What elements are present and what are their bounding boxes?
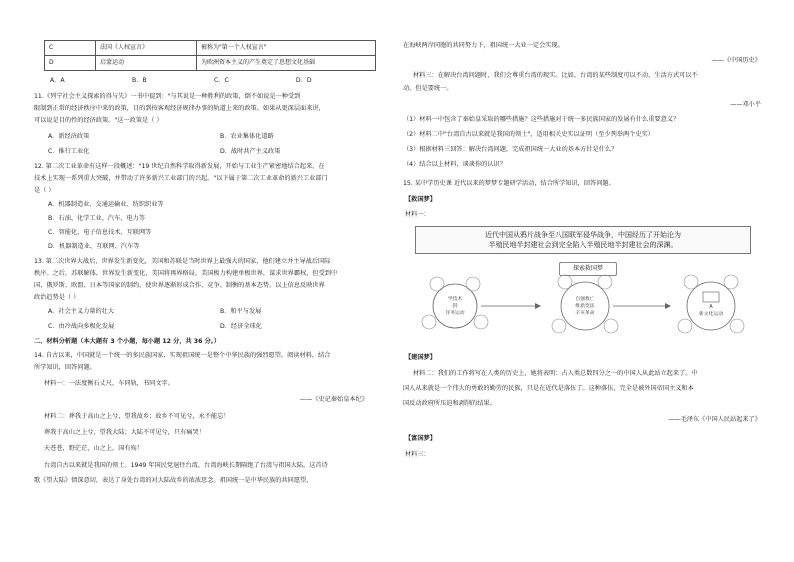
arrow-head	[535, 303, 541, 309]
material-1: 材料一：一法度衡石丈尺，车同轨，书同文字。	[44, 380, 174, 387]
option: A．新经济政策	[48, 133, 90, 140]
option: D．经济全球化	[219, 323, 262, 330]
node-label: 维新变法	[575, 304, 595, 309]
explore-label: 探索救国梦	[559, 262, 617, 276]
q13-text: 政治趋势是（ ）	[34, 294, 80, 301]
option: A．社会主义力量的壮大	[48, 308, 115, 315]
history-banner	[415, 226, 751, 254]
table-cell: 法国《人权宣言》	[96, 41, 197, 56]
table-row	[45, 56, 376, 71]
table-cell: C	[45, 41, 96, 56]
q11-text: 可以说是目的性的经济政策。"这一政策是（ ）	[34, 117, 163, 124]
section-heading: 二、材料分析题（本大题有 3 个小题，每小题 12 分，共 36 分。）	[34, 338, 221, 345]
option: B．和平与发展	[219, 308, 262, 315]
table-cell: D	[45, 56, 96, 71]
node-label: 新文化运动	[699, 312, 723, 317]
table-cell: 为欧洲资本主义的产生奠定了思想文化基础	[197, 56, 376, 71]
option: B．石油、化学工业、汽车、电力等	[48, 215, 146, 222]
q14-text: 14. 自古以来，中国就是一个统一的多民族国家，实现祖国统一是整个中华民族的强烈愿望。阅读材料，结合	[34, 352, 331, 359]
q13-text: 13. 第二次世界大战后，世界发生新变化，美国和苏联是当时世界上最强大的国家，他们建立并主导战后国际	[34, 258, 331, 265]
q13-options	[48, 323, 368, 330]
banner-line: 半殖民地半封建社会到完全陷入半殖民地半封建社会的深渊。	[488, 241, 678, 249]
q15-text: 15. 某中学历史课 近代以来的梦梦专题研学活动，结合所学知识，回答问题。	[403, 180, 615, 187]
material-2-line: 葬我于高山之上兮，望我大陆；大陆不可见兮，只有痛哭！	[44, 429, 205, 436]
node-label: A	[709, 305, 713, 310]
node-1	[422, 277, 488, 329]
material-2-source: ——毛泽东《中国人民站起来了》	[668, 416, 761, 423]
material-3-line: 材料三：在解决台湾问题时，我们会尊重台湾的现实。比如，台湾的某些制度可以不动，生活方式可以不	[413, 72, 698, 79]
node-label: 自强救亡	[575, 297, 595, 302]
material-2-line: 天苍苍，野茫茫，山之上，国有殇！	[44, 445, 143, 452]
sub-question: （1）材料一中包含了秦始皇采取的哪些措施？这些措施对于统一多民族国家的发展有什么重要意义？	[403, 116, 680, 123]
table-cell: 被称为"第一个人权宣言"	[197, 41, 376, 56]
node-3	[678, 275, 744, 333]
q13-text: 国、俄罗斯、欧盟、日本等国家的制约，使世界逐渐形成合作、竞争、制衡的基本态势。以上信息反映世界	[34, 282, 325, 289]
node-label: 洋务运动	[445, 311, 465, 316]
node-label: 学技术	[447, 297, 463, 302]
dream-heading: 【救国梦】	[405, 196, 436, 203]
dream-heading: 【富国梦】	[405, 435, 436, 442]
option: B．农业集体化道路	[219, 133, 274, 140]
table-cell: 启蒙运动	[96, 56, 197, 71]
material-3-source: ——邓小平	[730, 101, 761, 108]
q10-options	[50, 77, 370, 84]
option: A．机器制造业、交通运输业、纺织织业等	[48, 201, 164, 208]
option: C．智能化、电子信息技术、互联网等	[48, 229, 152, 236]
q11-text: 限制到正常的经济秩序中来的政策，目的到按客观经济规律办事的轨道上来的政策。如果从更深层面来讲，	[34, 105, 325, 112]
material-2-para: 歌《望大陆》情深意切，表达了身处台湾的对大陆故乡的浓浓思念。祖国统一是中华民族的共同愿望，	[34, 477, 313, 484]
material-label: 材料一：	[405, 211, 430, 218]
option: D．机器制造业、互联网、汽车等	[48, 243, 140, 250]
material-2-line: 国反动政府所压迫和剥削的结果。	[403, 400, 496, 407]
q11-text: 11.《列宁社会主义探索的得与失》一书中提到："与其说是一种胜利的政策，倒不如说是一种受到	[34, 93, 301, 100]
option: C．C	[213, 77, 229, 84]
node-label: 辛亥革命	[575, 311, 595, 316]
q13-text: 秩序。之后，苏联解体，世界发生新变化，美国将再界格局，美国极力构建单极世界，谋求世界霸权，但受到中	[34, 270, 338, 277]
material-2-line: 材料二：葬我于高山之上兮，望我故乡；故乡不可见兮，永不能忘！	[44, 413, 230, 420]
material-label: 材料三：	[405, 451, 430, 458]
material-2-line: 国人从来就是一个伟大的勇敢的勤劳的民族，只是在近代是落伍了。这种落伍，完全是被外国帝国主义和本	[403, 385, 694, 392]
q11-options	[48, 148, 368, 155]
material-1-source: ——《史记秦始皇本纪》	[299, 396, 368, 403]
material-2-line: 材料二：我们的工作将写在人类的历史上，她将表明：占人类总数四分之一的中国人从此站立起来了。中	[413, 370, 698, 377]
table-row	[45, 41, 376, 56]
q12-text: 12. 第二次工业革命有这样一段概述："19 世纪自然科学取得新发展，开始与工业生产紧密地结合起来，在	[34, 163, 325, 170]
sub-question: （2）材料二中"台湾自古以来就是我国的领土"，适用相关史实以证明（至少列举两个史实）	[403, 131, 654, 138]
q12-text: 技术上实现一系列重大突破，并带动了许多新兴工业部门的兴起。"以下属于第二次工业革命的新兴工业部门	[34, 175, 328, 182]
q13-options	[48, 308, 368, 315]
q11-options	[48, 133, 368, 140]
q12-text: 是（ ）	[34, 187, 55, 194]
option: B．B	[131, 77, 147, 84]
sub-question: （3）根据材料三回答：解决台湾问题，完成祖国统一大业的基本方针是什么？	[403, 146, 618, 153]
continued-source: ——《中国历史》	[711, 57, 761, 64]
dream-diagram	[415, 226, 763, 338]
banner-line: 近代中国从鸦片战争至八国联军侵华战争，中国经历了开始沦为	[485, 231, 681, 239]
flow-diagram	[415, 270, 763, 340]
option: C．推行工业化	[48, 148, 90, 155]
material-2-para: 台湾自古以来就是我国的领土。1949 年国民党退往台湾，台湾海峡长期隔绝了台湾与祖国大陆。这首诗	[44, 462, 328, 469]
dream-heading: 【建国梦】	[405, 354, 436, 361]
option: D．D	[295, 77, 312, 84]
option: D．战时共产主义政策	[219, 148, 281, 155]
continued-text: 在海峡两岸同胞的共同努力下，祖国统一大业一定会实现。	[403, 42, 564, 49]
q14-text: 所学知识，回答问题。	[34, 364, 96, 371]
sub-question: （4）结合以上材料，谈谈你的认识？	[403, 161, 506, 168]
material-3-line: 动。但是要统一。	[403, 85, 453, 92]
options-table	[44, 40, 376, 71]
option: C．由冷战向多极化发展	[48, 323, 115, 330]
node-label: (Ⅰ)	[452, 304, 458, 309]
option: A．A	[50, 77, 65, 84]
arrow-head	[665, 303, 671, 309]
